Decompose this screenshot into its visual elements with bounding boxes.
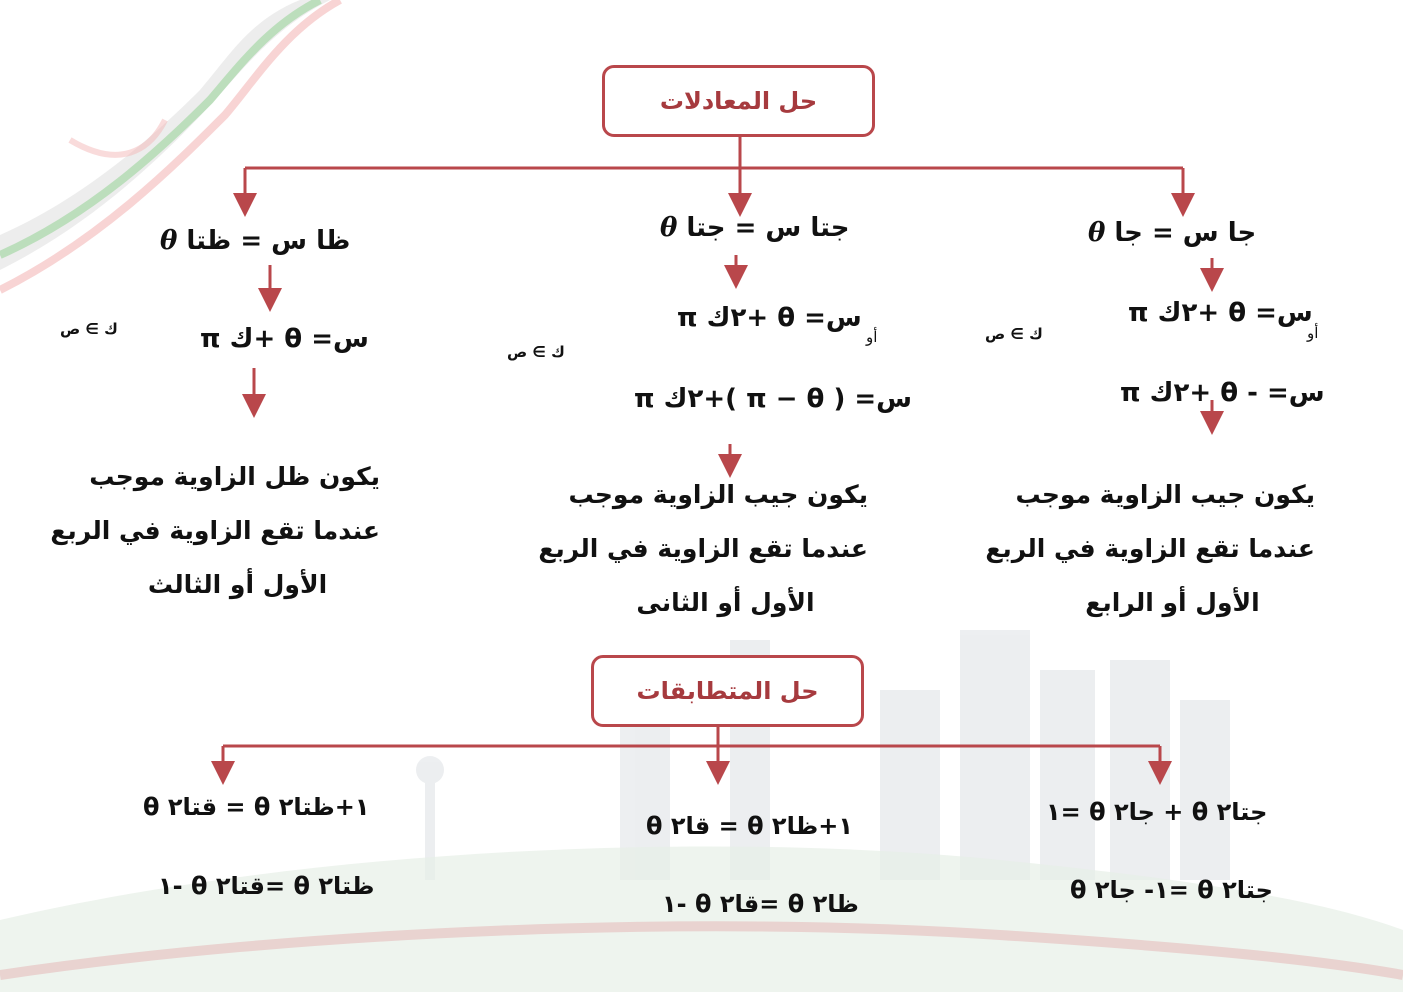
cosine-note-line-2: عندما تقع الزاوية في الربع bbox=[538, 534, 868, 563]
theta-symbol: θ bbox=[160, 226, 178, 256]
identity-left-1: ١+ظتا٢ θ = قتا٢ θ bbox=[143, 793, 370, 821]
tangent-k-domain: ك ∋ ص bbox=[60, 320, 118, 338]
sine-note bbox=[985, 468, 1315, 630]
theta-symbol: θ bbox=[1088, 218, 1106, 248]
identity-right-1: جتا٢ θ + جا٢ θ =١ bbox=[1046, 798, 1268, 826]
cosine-k-domain: ك ∋ ص bbox=[507, 343, 565, 361]
tangent-first-solution: س= θ +ك π bbox=[200, 324, 369, 354]
cosine-equation-text: جتا س = جتا bbox=[686, 213, 850, 243]
tangent-equation-text: ظا س = ظتا bbox=[186, 226, 351, 256]
cosine-or-label: أو bbox=[866, 328, 878, 346]
cosine-note bbox=[538, 468, 868, 630]
equations-title: حل المعادلات bbox=[659, 87, 818, 115]
sine-note-line-3: الأول أو الرابع bbox=[1085, 588, 1260, 617]
sine-equation bbox=[1088, 218, 1256, 248]
cosine-second-solution-clip bbox=[628, 380, 913, 414]
theta-symbol: θ bbox=[660, 213, 678, 243]
tangent-note-line-1: يكون ظل الزاوية موجب bbox=[89, 462, 380, 491]
cosine-note-line-3: الأول أو الثانى bbox=[636, 588, 815, 617]
sine-note-line-1: يكون جيب الزاوية موجب bbox=[1015, 480, 1315, 509]
sine-note-line-2: عندما تقع الزاوية في الربع bbox=[985, 534, 1315, 563]
sine-first-solution: س= θ +٢ك π bbox=[1128, 298, 1313, 328]
sine-or-label: أو bbox=[1307, 324, 1319, 342]
sine-second-solution-clip bbox=[1110, 372, 1325, 408]
tangent-note bbox=[50, 450, 380, 612]
cosine-note-line-1: يكون جيب الزاوية موجب bbox=[568, 480, 868, 509]
tangent-note-line-3: الأول أو الثالث bbox=[147, 570, 328, 599]
tangent-note-line-2: عندما تقع الزاوية في الربع bbox=[50, 516, 380, 545]
identities-title-box bbox=[591, 655, 864, 727]
identity-right-2: جتا٢ θ =١- جا٢ θ bbox=[1070, 876, 1273, 904]
cosine-equation bbox=[660, 213, 849, 243]
cosine-second-solution: س= ( π − θ )+٢ك π bbox=[634, 384, 913, 414]
sine-k-domain: ك ∋ ص bbox=[985, 325, 1043, 343]
identities-title: حل المتطابقات bbox=[636, 677, 819, 705]
identity-middle-2: ظا٢ θ =قا٢ θ -١ bbox=[662, 890, 859, 918]
sine-second-solution: س= - θ +٢ك π bbox=[1120, 378, 1325, 408]
sine-equation-text: جا س = جا bbox=[1114, 218, 1257, 248]
identity-middle-1: ١+ظا٢ θ = قا٢ θ bbox=[646, 812, 853, 840]
identity-left-2: ظتا٢ θ =قتا٢ θ -١ bbox=[158, 872, 375, 900]
equations-title-box bbox=[602, 65, 875, 137]
tangent-equation bbox=[160, 226, 350, 256]
cosine-first-solution: س= θ +٢ك π bbox=[677, 303, 862, 333]
